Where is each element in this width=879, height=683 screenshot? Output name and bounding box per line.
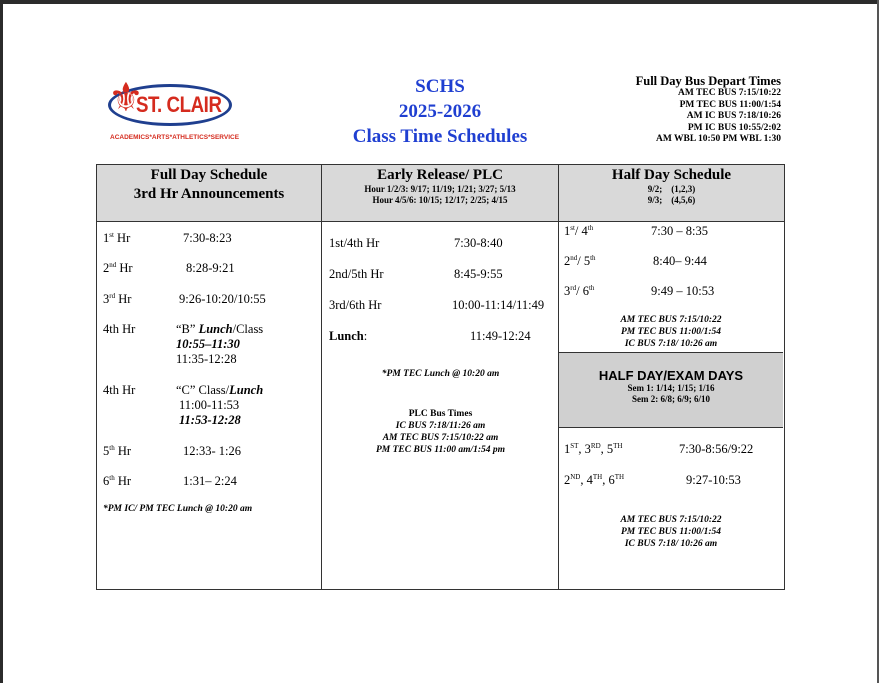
period-label: 4th Hr	[103, 322, 136, 336]
c-lunch-block: “C” Class/Lunch 11:00-11:53 11:53-12:28	[176, 383, 264, 427]
schedule-table	[96, 164, 785, 590]
period-label: 1st Hr	[103, 231, 131, 246]
exam-days-box	[559, 352, 783, 428]
half-day-header	[559, 165, 785, 222]
viewer-top-border	[0, 0, 879, 4]
half-day-dates-2: 9/3; (4,5,6)	[647, 195, 696, 205]
logo-tagline: ACADEMICS*ARTS*ATHLETICS*SERVICE	[110, 134, 240, 141]
period-time: 1:31– 2:24	[183, 474, 237, 488]
period-label: 3rd/6th Hr	[329, 298, 382, 312]
fleur-de-lis-icon: ⚜	[108, 75, 144, 120]
early-release-header	[322, 165, 559, 222]
exam-period-time: 7:30-8:56/9:22	[679, 442, 754, 456]
period-label: 5th Hr	[103, 444, 132, 459]
period-label: 2nd/ 5th	[564, 254, 596, 269]
title-school: SCHS	[415, 76, 465, 97]
bus-time-line: AM TEC BUS 7:15/10:22	[677, 88, 781, 98]
lunch-time: 11:49-12:24	[470, 329, 531, 343]
early-release-dates-1: Hour 1/2/3: 9/17; 11/19; 1/21; 3/27; 5/13	[364, 184, 516, 194]
early-release-note: *PM TEC Lunch @ 10:20 am	[381, 369, 500, 379]
full-day-heading: Full Day Schedule	[150, 167, 268, 183]
period-time: 7:30-8:23	[183, 231, 232, 245]
title-year: 2025-2026	[398, 101, 482, 122]
exam-period-time: 9:27-10:53	[686, 473, 741, 487]
full-day-header	[97, 165, 322, 222]
bus-time-line: PM IC BUS 10:55/2:02	[687, 122, 781, 133]
period-label: 4th Hr	[103, 383, 136, 397]
bus-depart-times	[636, 74, 781, 146]
exam-sem2: Sem 2: 6/8; 6/9; 6/10	[632, 394, 710, 404]
period-label: 6th Hr	[103, 474, 132, 489]
exam-period-label: 1ST, 3RD, 5TH	[564, 442, 623, 457]
half-day-bus-times: AM TEC BUS 7:15/10:22 PM TEC BUS 11:00/1:54 IC BUS 7:18/ 10:26 am	[620, 315, 722, 349]
period-label: 1st/4th Hr	[329, 236, 380, 250]
period-label: 1st/ 4th	[564, 224, 594, 239]
period-label: 3rd/ 6th	[564, 284, 595, 299]
page-title	[330, 74, 550, 149]
plc-bus-times: PLC Bus Times IC BUS 7:18/11:26 am AM TEC BUS 7:15/10:22 am PM TEC BUS 11:00 am/1:54 pm	[375, 409, 506, 455]
bus-time-line: AM IC BUS 7:18/10:26	[686, 111, 781, 121]
period-time: 8:40– 9:44	[653, 254, 707, 268]
exam-day-bus-times: AM TEC BUS 7:15/10:22 PM TEC BUS 11:00/1:54 IC BUS 7:18/ 10:26 am	[620, 515, 722, 549]
period-time: 9:26-10:20/10:55	[179, 292, 266, 306]
school-logo	[108, 75, 248, 144]
logo-wordmark: ST. CLAIR	[136, 92, 222, 117]
half-day-column	[559, 222, 785, 590]
half-day-heading: Half Day Schedule	[611, 167, 732, 183]
early-release-heading: Early Release/ PLC	[377, 167, 503, 183]
early-release-column	[322, 222, 559, 590]
period-time: 7:30 – 8:35	[651, 224, 708, 238]
viewer-left-border	[0, 0, 3, 683]
exam-days-title: HALF DAY/EXAM DAYS	[598, 368, 744, 383]
title-main: Class Time Schedules	[352, 126, 528, 147]
period-time: 10:00-11:14/11:49	[452, 298, 545, 312]
full-day-note: *PM IC/ PM TEC Lunch @ 10:20 am	[103, 504, 253, 514]
period-time: 7:30-8:40	[454, 236, 503, 250]
exam-period-label: 2ND, 4TH, 6TH	[564, 473, 625, 488]
exam-sem1: Sem 1: 1/14; 1/15; 1/16	[627, 383, 715, 393]
early-release-dates-2: Hour 4/5/6: 10/15; 12/17; 2/25; 4/15	[372, 195, 508, 205]
lunch-label: Lunch:	[329, 329, 368, 343]
bus-times-heading: Full Day Bus Depart Times	[635, 74, 781, 88]
full-day-subheading: 3rd Hr Announcements	[133, 186, 285, 202]
full-day-column	[97, 222, 322, 590]
period-time: 8:45-9:55	[454, 267, 503, 281]
b-lunch-block: “B” Lunch/Class 10:55–11:30 11:35-12:28	[176, 322, 264, 366]
bus-time-line: AM WBL 10:50 PM WBL 1:30	[655, 134, 781, 144]
half-day-dates-1: 9/2; (1,2,3)	[647, 184, 696, 194]
period-label: 2nd/5th Hr	[329, 267, 384, 281]
period-time: 8:28-9:21	[186, 261, 235, 275]
period-time: 9:49 – 10:53	[651, 284, 715, 298]
bus-time-line: PM TEC BUS 11:00/1:54	[679, 99, 781, 110]
period-label: 3rd Hr	[103, 292, 132, 307]
period-time: 12:33- 1:26	[183, 444, 241, 458]
period-label: 2nd Hr	[103, 261, 133, 276]
